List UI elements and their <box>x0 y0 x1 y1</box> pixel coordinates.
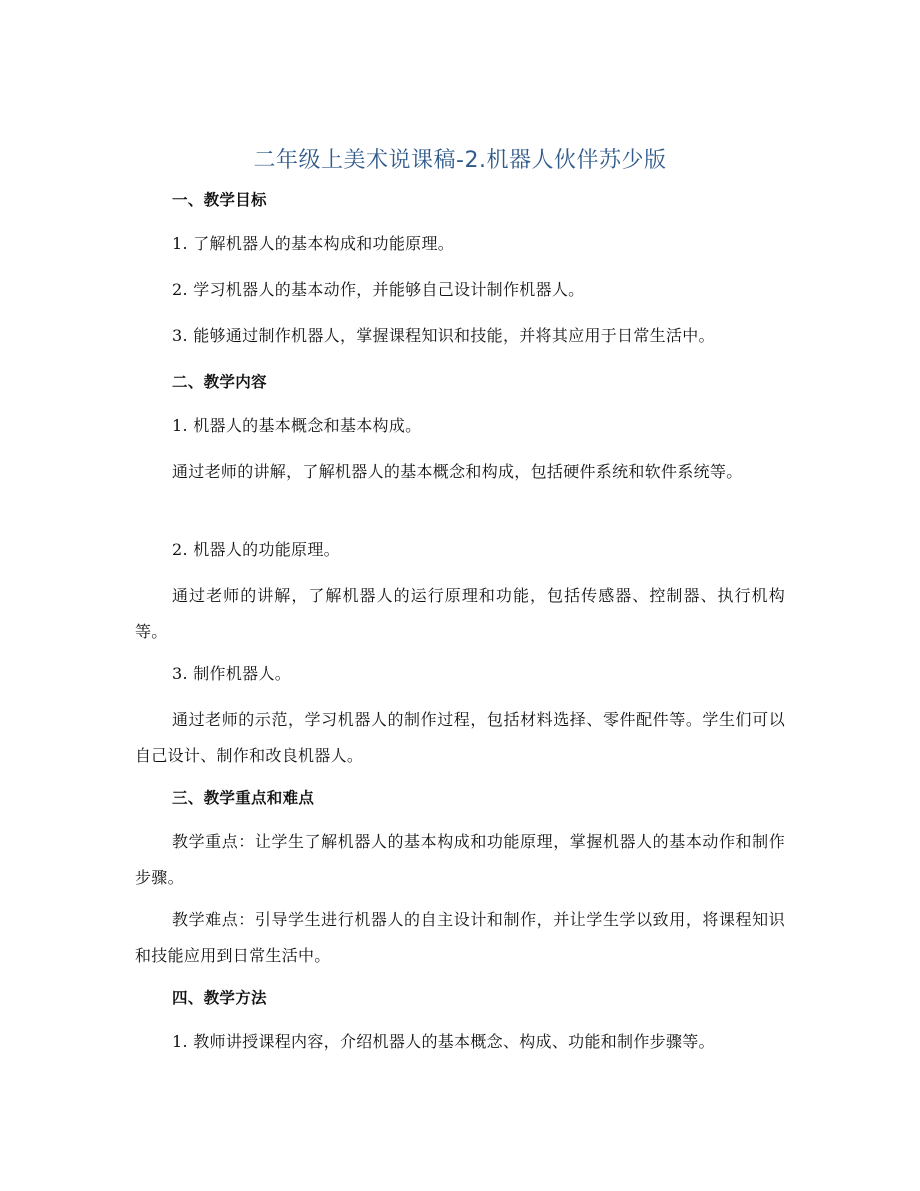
paragraph: 3. 能够通过制作机器人，掌握课程知识和技能，并将其应用于日常生活中。 <box>172 326 715 345</box>
paragraph: 教学重点：让学生了解机器人的基本构成和功能原理，掌握机器人的基本动作和制作步骤。 <box>135 832 785 887</box>
section-heading: 一、教学目标 <box>172 191 267 209</box>
section-heading: 三、教学重点和难点 <box>172 789 315 807</box>
section-heading: 四、教学方法 <box>172 989 267 1007</box>
paragraph: 通过老师的讲解，了解机器人的基本概念和构成，包括硬件系统和软件系统等。 <box>172 462 743 481</box>
document-title: 二年级上美术说课稿-2.机器人伙伴苏少版 <box>253 148 667 173</box>
paragraph: 教学难点：引导学生进行机器人的自主设计和制作，并让学生学以致用，将课程知识和技能应用到日常生活中。 <box>135 910 785 965</box>
section-heading: 二、教学内容 <box>172 373 267 391</box>
paragraph: 2. 机器人的功能原理。 <box>172 540 340 559</box>
paragraph: 2. 学习机器人的基本动作，并能够自己设计制作机器人。 <box>172 280 585 299</box>
paragraph: 通过老师的讲解，了解机器人的运行原理和功能，包括传感器、控制器、执行机构等。 <box>135 586 785 641</box>
paragraph: 1. 机器人的基本概念和基本构成。 <box>172 416 422 435</box>
paragraph: 1. 教师讲授课程内容，介绍机器人的基本概念、构成、功能和制作步骤等。 <box>172 1032 715 1051</box>
paragraph: 1. 了解机器人的基本构成和功能原理。 <box>172 234 455 253</box>
paragraph: 通过老师的示范，学习机器人的制作过程，包括材料选择、零件配件等。学生们可以自己设计、制作和改良机器人。 <box>135 710 785 765</box>
paragraph: 3. 制作机器人。 <box>172 664 292 683</box>
